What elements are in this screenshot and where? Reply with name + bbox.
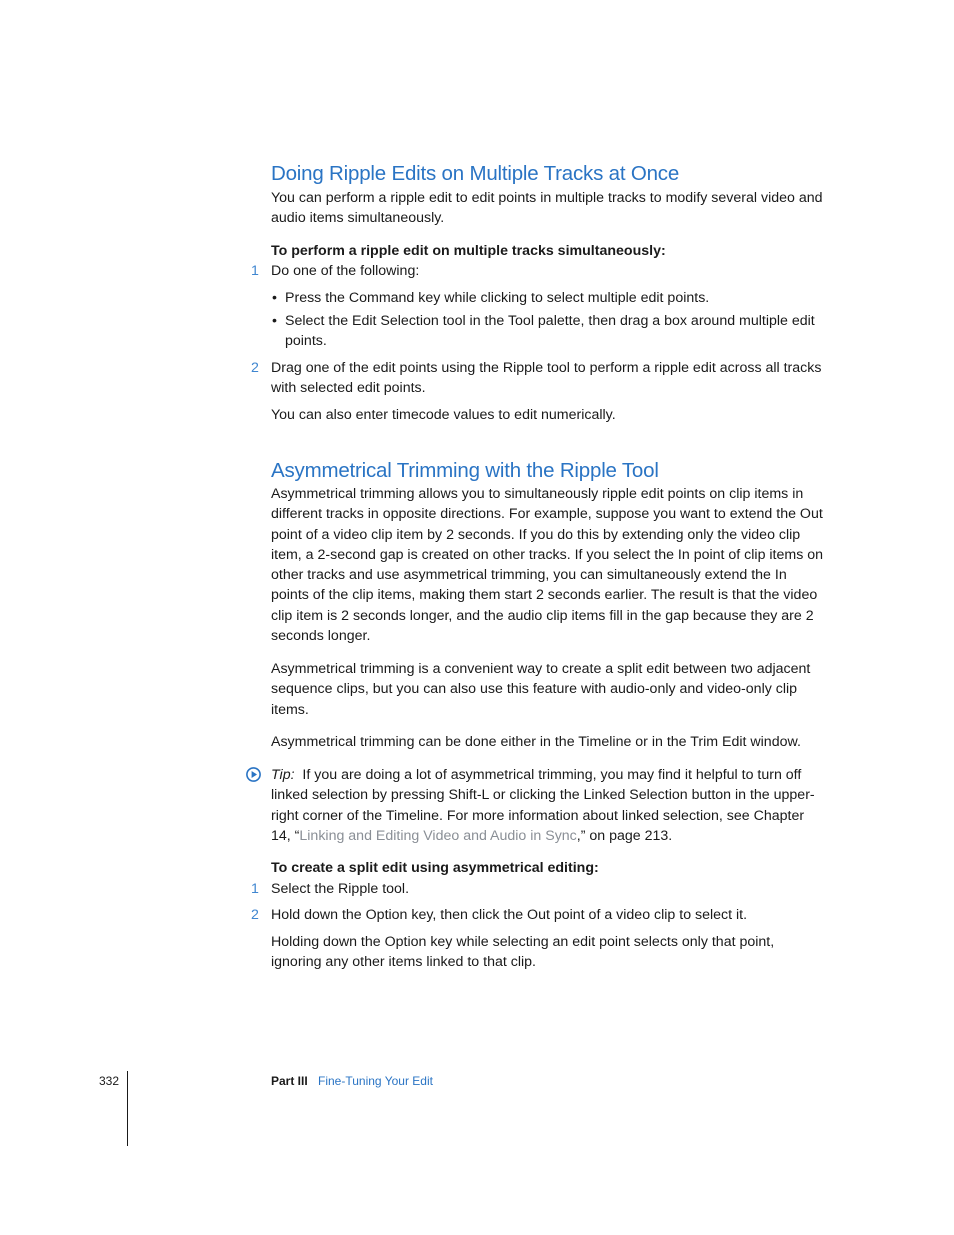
step-text: Hold down the Option key, then click the Out point of a video clip to select it. bbox=[271, 907, 748, 923]
section2-para3: Asymmetrical trimming can be done either in the Timeline or in the Trim Edit window. bbox=[271, 734, 801, 750]
bullet-text: Press the Command key while clicking to select multiple edit points. bbox=[285, 290, 710, 306]
step-number: 2 bbox=[251, 907, 259, 923]
step-number: 1 bbox=[251, 881, 259, 897]
step-text: Drag one of the edit points using the Ripple tool to perform a ripple edit across all tracks with selected edit points. bbox=[271, 360, 822, 397]
section2-para2: Asymmetrical trimming is a convenient way to create a split edit between two adjacent sequence clips, but you can also use this feature with audio-only and video-only clip items. bbox=[271, 661, 811, 718]
section2-para1: Asymmetrical trimming allows you to simultaneously ripple edit points on clip items in different tracks in opposite directions. For example, suppose you want to extend the Out point of a video clip item by 2 seconds. If you do this by extending only the video clip item, a 2-second gap is created on other tracks. If you select the In point of clip items on other tracks and use asymmetrical trimming, you can simultaneously extend the In points of the clip items, making them start 2 seconds earlier. The result is that the video clip item is 2 seconds longer, and the audio clip items fill in the gap because they are 2 seconds longer. bbox=[271, 486, 824, 645]
footer-part-title: Fine-Tuning Your Edit bbox=[318, 1074, 433, 1088]
step-text: Select the Ripple tool. bbox=[271, 881, 410, 897]
tip-text: If you are doing a lot of asymmetrical trimming, you may find it helpful to turn off linked selection by pressing Shift-L or clicking the Linked Selection button in the upper-right corner of the Timeline. For more information about linked selection, see Chapter 14, “ bbox=[271, 767, 815, 844]
section1-note: You can also enter timecode values to edit numerically. bbox=[271, 407, 616, 423]
tip-text-after: ,” on page 213. bbox=[576, 827, 673, 844]
section2-note: Holding down the Option key while selecting an edit point selects only that point, ignoring any other items linked to that clip. bbox=[271, 934, 775, 971]
step-text: Do one of the following: bbox=[271, 263, 420, 279]
section-heading-ripple-multiple-tracks: Doing Ripple Edits on Multiple Tracks at Once bbox=[271, 162, 680, 185]
section-heading-asymmetrical-trimming: Asymmetrical Trimming with the Ripple Tool bbox=[271, 459, 659, 482]
cross-reference-link[interactable]: Linking and Editing Video and Audio in Sync bbox=[299, 827, 577, 844]
bullet-dot: • bbox=[272, 290, 277, 306]
footer-divider bbox=[127, 1071, 128, 1146]
section1-intro: You can perform a ripple edit to edit points in multiple tracks to modify several video and audio items simultaneously. bbox=[271, 190, 823, 227]
tip-arrow-icon bbox=[246, 767, 261, 782]
step-number: 2 bbox=[251, 360, 259, 376]
section1-procedure-title: To perform a ripple edit on multiple tracks simultaneously: bbox=[271, 243, 666, 259]
bullet-dot: • bbox=[272, 313, 277, 329]
section2-procedure-title: To create a split edit using asymmetrical editing: bbox=[271, 860, 599, 876]
tip-paragraph bbox=[271, 765, 827, 846]
tip-label: Tip: bbox=[271, 767, 295, 783]
bullet-text: Select the Edit Selection tool in the Tool palette, then drag a box around multiple edit points. bbox=[285, 313, 815, 350]
page-number: 332 bbox=[99, 1074, 120, 1088]
footer-part-label: Part III bbox=[271, 1074, 308, 1088]
step-number: 1 bbox=[251, 263, 259, 279]
